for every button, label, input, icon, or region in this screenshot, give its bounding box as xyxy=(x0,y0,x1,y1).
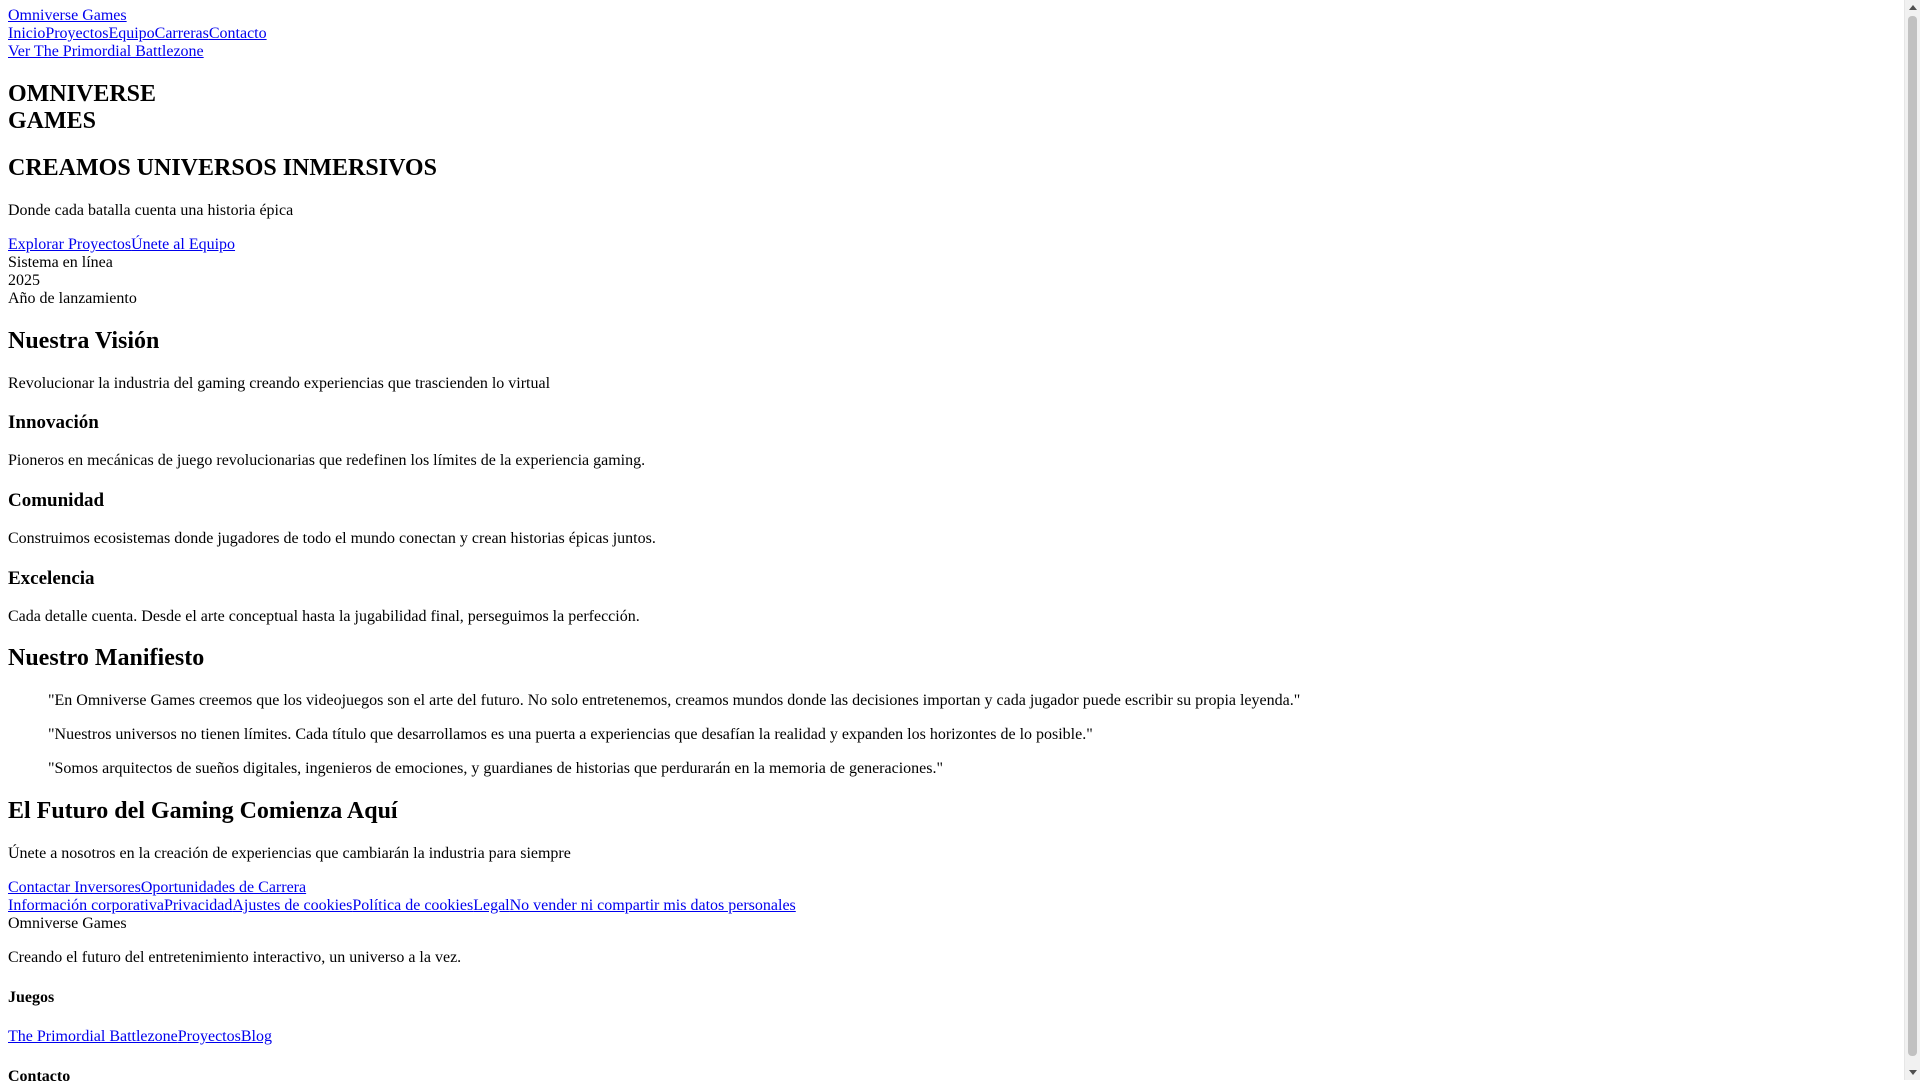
join-team-button[interactable]: Únete al Equipo xyxy=(131,236,236,253)
system-status: Sistema en línea xyxy=(8,254,113,271)
footer-tagline: Creando el futuro del entretenimiento interactivo, un universo a la vez. xyxy=(8,949,462,966)
hero-title: CREAMOS UNIVERSOS INMERSIVOS xyxy=(8,155,437,181)
scrollbar-thumb[interactable] xyxy=(1908,16,1917,1056)
scroll-up-icon[interactable] xyxy=(1909,5,1917,10)
manifesto-quote: "Somos arquitectos de sueños digitales, ingenieros de emociones, y guardianes de historias que perdurarán en la memoria de generaciones." xyxy=(48,760,944,777)
vision-item-text: Pioneros en mecánicas de juego revolucionarias que redefinen los límites de la experiencia gaming. xyxy=(8,452,646,469)
explore-projects-button[interactable]: Explorar Proyectos xyxy=(8,236,132,253)
hero-logo-line1: OMNIVERSE xyxy=(8,81,157,107)
hero-logo-line2: GAMES xyxy=(8,108,97,134)
hero-buttons xyxy=(8,236,235,254)
cookie-policy-link[interactable]: Política de cookies xyxy=(352,897,474,914)
vision-subtitle: Revolucionar la industria del gaming creando experiencias que trascienden lo virtual xyxy=(8,375,551,392)
footer-games-links xyxy=(8,1028,272,1046)
hero-logo xyxy=(8,81,156,135)
footer-games-title: Juegos xyxy=(8,989,55,1006)
footer-link-primordial[interactable]: The Primordial Battlezone xyxy=(8,1028,178,1045)
manifesto-quote: "Nuestros universos no tienen límites. Cada título que desarrollamos es una puerta a experiencias que desafían la realidad y expanden los horizontes de lo posible." xyxy=(48,726,1093,743)
corporate-info-link[interactable]: Información corporativa xyxy=(8,897,164,914)
manifesto-quote: "En Omniverse Games creemos que los videojuegos son el arte del futuro. No solo entretenemos, creamos mundos donde las decisiones importan y cada jugador puede escribir su propia leyenda." xyxy=(48,692,1301,709)
footer-link-blog[interactable]: Blog xyxy=(240,1028,272,1045)
cta-subtitle: Únete a nosotros en la creación de experiencias que cambiarán la industria para siempre xyxy=(8,845,571,862)
contact-investors-button[interactable]: Contactar Inversores xyxy=(8,879,141,896)
nav-carreras[interactable]: Carreras xyxy=(154,25,209,42)
header-cta-link[interactable]: Ver The Primordial Battlezone xyxy=(8,43,204,60)
footer-brand: Omniverse Games xyxy=(8,915,127,932)
vision-title: Nuestra Visión xyxy=(8,328,160,354)
legal-links xyxy=(8,897,796,915)
manifesto-title: Nuestro Manifiesto xyxy=(8,645,205,671)
do-not-sell-link[interactable]: No vender ni compartir mis datos personales xyxy=(509,897,796,914)
vision-item-title: Comunidad xyxy=(8,490,105,511)
scroll-down-icon[interactable] xyxy=(1909,1070,1917,1075)
legal-link[interactable]: Legal xyxy=(473,897,510,914)
footer-contact-title: Contacto xyxy=(8,1068,71,1085)
nav-equipo[interactable]: Equipo xyxy=(108,25,155,42)
main-nav xyxy=(8,25,267,43)
vision-item-title: Excelencia xyxy=(8,568,95,589)
nav-proyectos[interactable]: Proyectos xyxy=(45,25,109,42)
cta-buttons xyxy=(8,879,306,897)
footer-link-projects[interactable]: Proyectos xyxy=(177,1028,241,1045)
launch-year: 2025 xyxy=(8,272,40,289)
career-opportunities-button[interactable]: Oportunidades de Carrera xyxy=(140,879,307,896)
cookie-settings-link[interactable]: Ajustes de cookies xyxy=(232,897,353,914)
hero-subtitle: Donde cada batalla cuenta una historia épica xyxy=(8,202,294,219)
vision-item-text: Construimos ecosistemas donde jugadores de todo el mundo conectan y crean historias épicas juntos. xyxy=(8,530,656,547)
privacy-link[interactable]: Privacidad xyxy=(163,897,233,914)
vertical-scrollbar[interactable] xyxy=(1904,0,1920,1080)
nav-contacto[interactable]: Contacto xyxy=(208,25,267,42)
launch-year-label: Año de lanzamiento xyxy=(8,290,137,307)
nav-inicio[interactable]: Inicio xyxy=(8,25,46,42)
cta-title: El Futuro del Gaming Comienza Aquí xyxy=(8,798,398,824)
brand-link[interactable]: Omniverse Games xyxy=(8,7,127,24)
vision-item-title: Innovación xyxy=(8,412,99,433)
vision-item-text: Cada detalle cuenta. Desde el arte conceptual hasta la jugabilidad final, perseguimos la perfección. xyxy=(8,608,640,625)
